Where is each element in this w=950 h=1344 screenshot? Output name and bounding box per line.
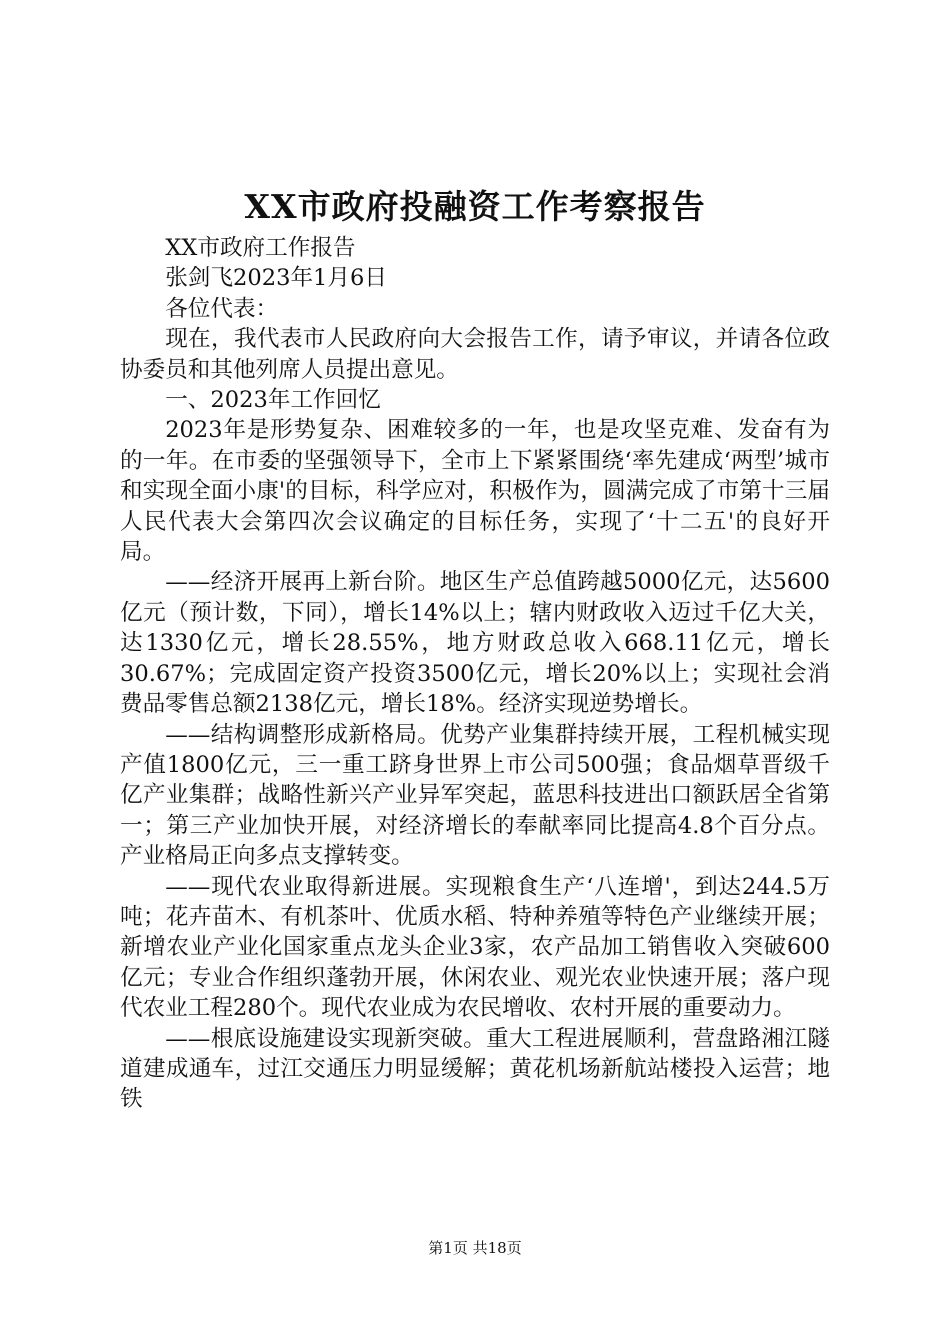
salutation-paragraph: 各位代表： xyxy=(165,295,279,322)
body-paragraph: ——根底设施建设实现新突破。重大工程进展顺利，营盘路湘江隧道建成通车，过江交通压力明显缓解；黄花机场新航站楼投入运营；地铁 xyxy=(120,1025,830,1113)
body-paragraph: ——现代农业取得新进展。实现粮食生产‘八连增'，到达244.5万吨；花卉苗木、有机茶叶、优质水稻、特种养殖等特色产业继续开展；新增农业产业化国家重点龙头企业3家，农产品加工销售收入突破600亿元；专业合作组织蓬勃开展，休闲农业、观光农业快速开展；落户现代农业工程280个。现代农业成为农民增收、农村开展的重要动力。 xyxy=(120,873,830,1022)
body-paragraph: ——经济开展再上新台阶。地区生产总值跨越5000亿元，达5600亿元（预计数，下同），增长14%以上；辖内财政收入迈过千亿大关，达1330亿元，增长28.55%，地方财政总收入668.11亿元，增长30.67%；完成固定资产投资3500亿元，增长20%以上；实现社会消费品零售总额2138亿元，增长18%。经济实现逆势增长。 xyxy=(120,569,830,718)
body-paragraph: 2023年是形势复杂、困难较多的一年，也是攻坚克难、发奋有为的一年。在市委的坚强领导下，全市上下紧紧围绕‘率先建成‘两型’城市和实现全面小康'的目标，科学应对，积极作为，圆满完成了市第十三届人民代表大会第四次会议确定的目标任务，实现了‘十二五'的良好开局。 xyxy=(120,417,830,566)
document-title: XX市政府投融资工作考察报告 xyxy=(244,187,706,226)
section-heading: 一、2023年工作回忆 xyxy=(165,387,381,414)
body-paragraph: 现在，我代表市人民政府向大会报告工作，请予审议，并请各位政协委员和其他列席人员提出意见。 xyxy=(120,326,830,383)
author-date-paragraph: 张剑飞2023年1月6日 xyxy=(165,265,387,292)
page-number-footer: 第1页 共18页 xyxy=(428,1239,522,1257)
subtitle-paragraph: XX市政府工作报告 xyxy=(165,235,356,261)
body-paragraph: ——结构调整形成新格局。优势产业集群持续开展，工程机械实现产值1800亿元，三一重工跻身世界上市公司500强；食品烟草晋级千亿产业集群；战略性新兴产业异军突起，蓝思科技进出口额跃居全省第一；第三产业加快开展，对经济增长的奉献率同比提高4.8个百分点。产业格局正向多点支撑转变。 xyxy=(120,721,830,870)
document-body xyxy=(120,233,830,1115)
